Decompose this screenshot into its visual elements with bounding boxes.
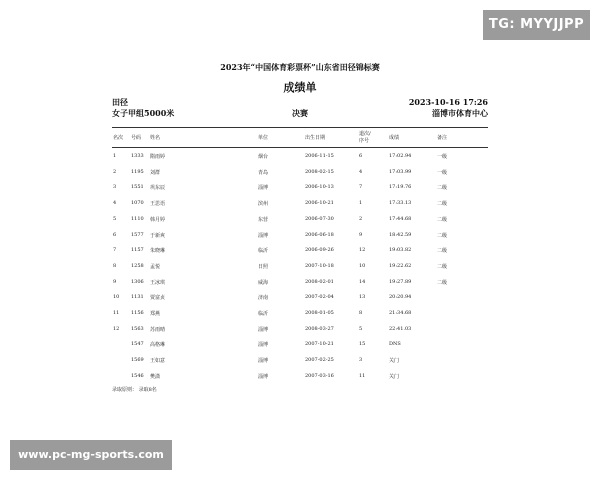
cell-unit: 滨州 xyxy=(258,201,269,208)
cell-bib: 1258 xyxy=(131,262,144,269)
cell-bib: 1569 xyxy=(131,357,144,364)
cell-bib: 1333 xyxy=(131,153,144,159)
cell-result: 19:27.89 xyxy=(389,278,412,285)
table-row xyxy=(0,308,600,322)
cell-remark: 二级 xyxy=(437,279,448,286)
cell-dob: 2008-03-27 xyxy=(305,325,334,332)
cell-name: 巩东辰 xyxy=(150,185,166,192)
header-unit: 单位 xyxy=(258,135,269,141)
cell-name: 王如意 xyxy=(150,358,166,365)
cell-dob: 2007-02-04 xyxy=(305,294,334,301)
cell-name: 苏雨晴 xyxy=(150,326,166,333)
table-row xyxy=(0,371,600,385)
table-row xyxy=(0,324,600,338)
cell-order: 11 xyxy=(359,372,366,379)
cell-name: 樊潇 xyxy=(150,373,161,380)
cell-unit: 淄博 xyxy=(258,373,269,380)
cell-bib: 1577 xyxy=(131,231,144,238)
table-row xyxy=(0,198,600,212)
event-label: 女子甲组5000米 xyxy=(112,108,175,118)
cell-result: DNS xyxy=(389,341,401,348)
cell-order: 13 xyxy=(359,294,366,301)
cell-order: 2 xyxy=(359,215,363,222)
cell-bib: 1070 xyxy=(131,200,144,207)
cell-name: 郑燕 xyxy=(150,311,161,317)
cell-unit: 烟台 xyxy=(258,154,269,160)
site-watermark-badge: www.pc-mg-sports.com xyxy=(10,440,172,470)
table-row xyxy=(0,245,600,259)
cell-rank: 2 xyxy=(113,168,117,175)
cell-remark: 二级 xyxy=(437,232,448,239)
cell-rank: 9 xyxy=(113,278,117,285)
cell-unit: 淄博 xyxy=(258,185,269,192)
cell-result: 17:03.99 xyxy=(389,168,412,175)
cell-order: 14 xyxy=(359,278,366,285)
cell-result: 17:44.68 xyxy=(389,215,412,222)
document-title: 2023年“中国体育彩票杯”山东省田径锦标赛 xyxy=(220,62,380,72)
cell-result: 22:41.03 xyxy=(389,325,412,332)
table-row xyxy=(0,230,600,244)
cell-rank: 12 xyxy=(113,325,120,332)
cell-order: 15 xyxy=(359,341,366,348)
cell-result: 19:03.82 xyxy=(389,247,412,254)
cell-order: 12 xyxy=(359,247,366,254)
cell-dob: 2007-10-18 xyxy=(305,262,334,269)
cell-unit: 东营 xyxy=(258,216,269,223)
cell-name: 于新爽 xyxy=(150,232,166,239)
cell-rank: 10 xyxy=(113,294,120,301)
cell-name: 韩月婷 xyxy=(150,216,166,223)
cell-remark: 一级 xyxy=(437,169,448,176)
cell-dob: 2008-02-15 xyxy=(305,168,334,175)
round-label: 决赛 xyxy=(292,108,308,118)
cell-result: 关门 xyxy=(389,373,400,380)
cell-unit: 济南 xyxy=(258,295,269,302)
cell-rank: 11 xyxy=(113,310,120,316)
admission-footnote: 录取原则： 录取8名 xyxy=(112,387,157,393)
cell-result: 18:42.59 xyxy=(389,231,412,238)
table-row xyxy=(0,151,600,165)
cell-rank: 8 xyxy=(113,262,117,269)
cell-order: 5 xyxy=(359,325,363,332)
cell-name: 高格琳 xyxy=(150,342,166,349)
cell-name: 孟悦 xyxy=(150,263,161,270)
cell-order: 1 xyxy=(359,200,363,207)
cell-unit: 淄博 xyxy=(258,342,269,349)
cell-name: 王思语 xyxy=(150,201,166,208)
cell-remark: 一级 xyxy=(437,154,448,160)
cell-rank: 5 xyxy=(113,215,117,222)
cell-remark: 二级 xyxy=(437,263,448,270)
cell-result: 19:22.62 xyxy=(389,262,412,269)
cell-unit: 威海 xyxy=(258,279,269,286)
header-name: 姓名 xyxy=(150,135,161,141)
cell-order: 8 xyxy=(359,310,363,316)
header-bib: 号码 xyxy=(131,135,142,141)
cell-result: 关门 xyxy=(389,358,400,365)
table-row xyxy=(0,182,600,196)
tg-watermark-badge: TG: MYYJJPP xyxy=(483,10,590,40)
cell-unit: 淄博 xyxy=(258,358,269,365)
cell-bib: 1157 xyxy=(131,247,144,254)
header-order-line1: 道次/ xyxy=(359,131,371,137)
cell-unit: 临沂 xyxy=(258,248,269,255)
cell-order: 3 xyxy=(359,357,363,364)
table-row xyxy=(0,355,600,369)
cell-order: 10 xyxy=(359,262,366,269)
cell-unit: 淄博 xyxy=(258,326,269,333)
cell-dob: 2008-02-01 xyxy=(305,278,334,285)
cell-dob: 2007-03-16 xyxy=(305,372,334,379)
cell-rank: 6 xyxy=(113,231,117,238)
cell-bib: 1551 xyxy=(131,184,144,191)
cell-result: 17:33.13 xyxy=(389,200,412,207)
cell-dob: 2006-10-21 xyxy=(305,200,334,207)
cell-bib: 1110 xyxy=(131,215,144,222)
cell-rank: 3 xyxy=(113,184,117,191)
cell-dob: 2006-11-15 xyxy=(305,153,334,159)
cell-bib: 1546 xyxy=(131,372,144,379)
header-dob: 出生日期 xyxy=(305,135,326,141)
cell-name: 隋雨婷 xyxy=(150,154,166,160)
cell-rank: 1 xyxy=(113,153,117,159)
venue-label: 淄博市体育中心 xyxy=(432,108,488,118)
cell-name: 王冰琪 xyxy=(150,279,166,286)
cell-name: 贾富贞 xyxy=(150,295,166,302)
cell-unit: 淄博 xyxy=(258,232,269,239)
cell-remark: 二级 xyxy=(437,248,448,255)
cell-name: 朱晓琳 xyxy=(150,248,166,255)
cell-dob: 2007-10-21 xyxy=(305,341,334,348)
cell-order: 6 xyxy=(359,153,363,159)
table-row xyxy=(0,339,600,353)
cell-bib: 1306 xyxy=(131,278,144,285)
table-row xyxy=(0,214,600,228)
cell-order: 4 xyxy=(359,168,363,175)
table-row xyxy=(0,292,600,306)
datetime-label: 2023-10-16 17:26 xyxy=(408,97,488,107)
table-header-rule xyxy=(112,147,488,148)
table-top-rule xyxy=(112,127,488,128)
cell-result: 21:34.68 xyxy=(389,310,412,316)
header-remark: 备注 xyxy=(437,135,448,141)
table-row xyxy=(0,167,600,181)
cell-dob: 2006-09-26 xyxy=(305,247,334,254)
cell-bib: 1547 xyxy=(131,341,144,348)
cell-remark: 二级 xyxy=(437,185,448,192)
cell-result: 17:19.76 xyxy=(389,184,412,191)
cell-rank: 4 xyxy=(113,200,117,207)
table-row xyxy=(0,277,600,291)
cell-dob: 2006-10-13 xyxy=(305,184,334,191)
cell-rank: 7 xyxy=(113,247,117,254)
cell-result: 17:02.94 xyxy=(389,153,412,159)
cell-dob: 2006-07-30 xyxy=(305,215,334,222)
cell-remark: 二级 xyxy=(437,216,448,223)
cell-result: 20:20.94 xyxy=(389,294,412,301)
cell-name: 刘群 xyxy=(150,169,161,176)
header-order-line2: 序号 xyxy=(359,138,370,144)
header-rank: 名次 xyxy=(113,135,124,141)
header-result: 成绩 xyxy=(389,135,400,141)
sport-label: 田径 xyxy=(112,97,128,107)
document-subtitle: 成绩单 xyxy=(283,81,317,94)
cell-order: 7 xyxy=(359,184,363,191)
cell-bib: 1563 xyxy=(131,325,144,332)
cell-remark: 二级 xyxy=(437,201,448,208)
cell-bib: 1195 xyxy=(131,168,144,175)
cell-bib: 1131 xyxy=(131,294,144,301)
cell-dob: 2008-01-05 xyxy=(305,310,334,316)
cell-order: 9 xyxy=(359,231,363,238)
table-row xyxy=(0,261,600,275)
cell-dob: 2007-02-25 xyxy=(305,357,334,364)
cell-bib: 1156 xyxy=(131,310,144,316)
cell-dob: 2006-06-18 xyxy=(305,231,334,238)
cell-unit: 临沂 xyxy=(258,311,269,317)
cell-unit: 日照 xyxy=(258,263,269,270)
cell-unit: 青岛 xyxy=(258,169,269,176)
